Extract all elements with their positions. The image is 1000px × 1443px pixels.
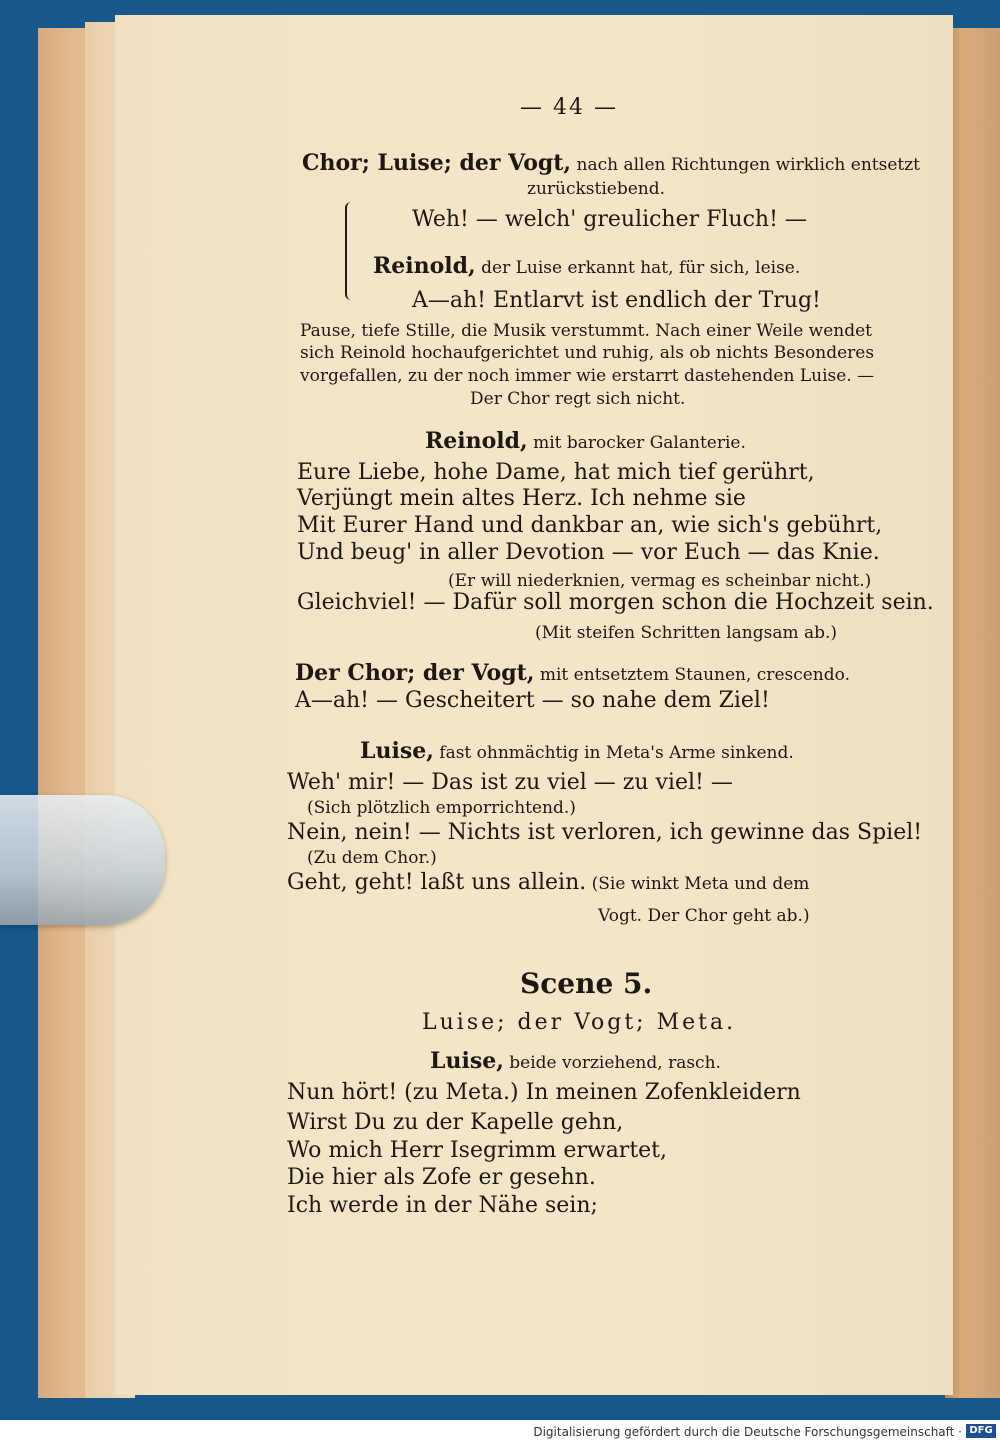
stage-direction: Pause, tiefe Stille, die Musik verstummt. Nach einer Weile wendet: [300, 321, 873, 341]
scene-characters: Luise; der Vogt; Meta.: [422, 1010, 737, 1035]
speaker-heading: Luise, fast ohnmächtig in Meta's Arme sinkend.: [360, 738, 794, 764]
verse-line: Und beug' in aller Devotion — vor Euch — das Knie.: [297, 540, 880, 565]
dfg-logo: DFG: [966, 1424, 996, 1438]
verse-line: Mit Eurer Hand und dankbar an, wie sich's gebührt,: [297, 513, 883, 538]
stage-direction: (Zu dem Chor.): [307, 848, 437, 868]
stage-direction: Der Chor regt sich nicht.: [470, 389, 686, 409]
page-clip: [0, 795, 165, 925]
speaker-heading: Reinold, der Luise erkannt hat, für sich, leise.: [373, 253, 801, 279]
verse-line: Geht, geht! laßt uns allein. (Sie winkt Meta und dem: [287, 870, 810, 895]
verse-line: Nun hört! (zu Meta.) In meinen Zofenkleidern: [287, 1080, 801, 1105]
verse-line: Weh' mir! — Das ist zu viel — zu viel! —: [287, 770, 733, 795]
speaker-heading: Der Chor; der Vogt, mit entsetztem Staunen, crescendo.: [295, 660, 850, 686]
verse-line: A—ah! — Gescheitert — so nahe dem Ziel!: [295, 688, 770, 713]
stage-direction: vorgefallen, zu der noch immer wie erstarrt dastehenden Luise. —: [300, 366, 875, 386]
page-number: — 44 —: [520, 95, 618, 120]
verse-line: Weh! — welch' greulicher Fluch! —: [412, 207, 807, 232]
verse-line: A—ah! Entlarvt ist endlich der Trug!: [412, 288, 821, 313]
footer-text: Digitalisierung gefördert durch die Deutsche Forschungsgemeinschaft ·: [533, 1425, 962, 1439]
stage-direction: (Mit steifen Schritten langsam ab.): [535, 623, 838, 643]
scene-heading: Scene 5.: [520, 967, 653, 1000]
stage-direction: (Sich plötzlich emporrichtend.): [307, 798, 576, 818]
speaker-heading: Luise, beide vorziehend, rasch.: [430, 1048, 721, 1074]
verse-line: Verjüngt mein altes Herz. Ich nehme sie: [297, 486, 746, 511]
page-edges-right: [945, 28, 1000, 1398]
brace-mark: [345, 202, 359, 300]
stage-direction: zurückstiebend.: [527, 179, 666, 199]
verse-line: Wo mich Herr Isegrimm erwartet,: [287, 1138, 668, 1163]
verse-line: Eure Liebe, hohe Dame, hat mich tief gerührt,: [297, 460, 815, 485]
verse-line: Ich werde in der Nähe sein;: [287, 1193, 598, 1218]
stage-direction: Vogt. Der Chor geht ab.): [598, 906, 810, 926]
verse-line: Gleichviel! — Dafür soll morgen schon die Hochzeit sein.: [297, 590, 934, 615]
stage-direction: sich Reinold hochaufgerichtet und ruhig, als ob nichts Besonderes: [300, 343, 875, 363]
verse-line: Wirst Du zu der Kapelle gehn,: [287, 1110, 624, 1135]
verse-line: Die hier als Zofe er gesehn.: [287, 1165, 596, 1190]
stage-direction: (Er will niederknien, vermag es scheinbar nicht.): [448, 571, 872, 591]
stage-heading: Chor; Luise; der Vogt, nach allen Richtungen wirklich entsetzt: [302, 150, 921, 176]
verse-line: Nein, nein! — Nichts ist verloren, ich gewinne das Spiel!: [287, 820, 923, 845]
speaker-heading: Reinold, mit barocker Galanterie.: [425, 428, 746, 454]
digitization-footer: [0, 1420, 1000, 1443]
